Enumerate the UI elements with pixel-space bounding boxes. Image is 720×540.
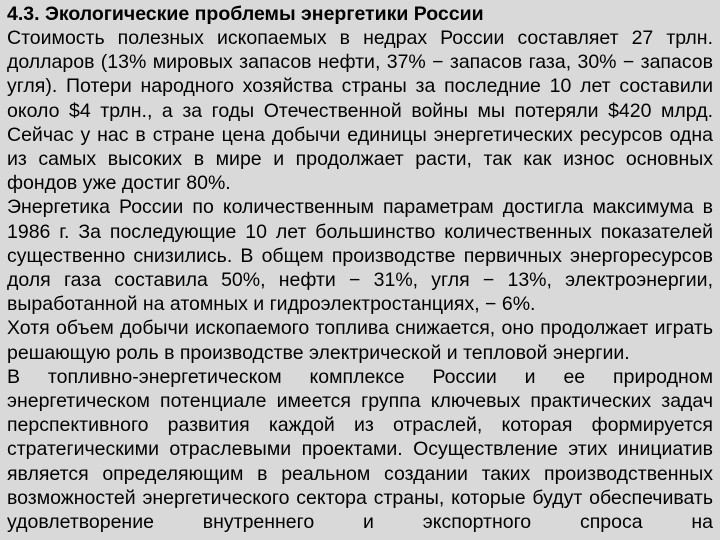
paragraph-energy-parameters: Энергетика России по количественным параметрам достигла максимума в 1986 г. За последующие 10 лет большинство количественных показателей существенно снизились. В общем производстве первичных энергоресурсов доля газа составила 50%, нефти − 31%, угля − 13%, электроэнергии, выработанной на атомных и гидроэлектростанциях, − 6%.	[7, 196, 713, 316]
paragraph-fuel-energy-complex: В топливно-энергетическом комплексе России и ее природном энергетическом потенциале имеется группа ключевых практических задач перспективного развития каждой из отраслей, которая формируется стратегическими отраслевыми проектами. Осуществление этих инициатив является определяющим в реальном создании таких производственных возможностей энергетического сектора страны, которые будут обеспечивать удовлетворение внутреннего и экспортного спроса на	[7, 365, 713, 534]
section-title: 4.3. Экологические проблемы энергетики России	[7, 3, 484, 25]
paragraph-fossil-fuel-role: Хотя объем добычи ископаемого топлива снижается, оно продолжает играть решающую роль в производстве электрической и тепловой энергии.	[7, 317, 713, 364]
paragraph-reserves: Стоимость полезных ископаемых в недрах России составляет 27 трлн. долларов (13% мировых запасов нефти, 37% − запасов газа, 30% − запасов угля). Потери народного хозяйства страны за последние 10 лет составили около $4 трлн., а за годы Отечественной войны мы потеряли $420 млрд. Сейчас у нас в стране цена добычи единицы энергетических ресурсов одна из самых высоких в мире и продолжает расти, так как износ основных фондов уже достиг 80%.	[7, 27, 713, 195]
document-page	[7, 2, 713, 534]
